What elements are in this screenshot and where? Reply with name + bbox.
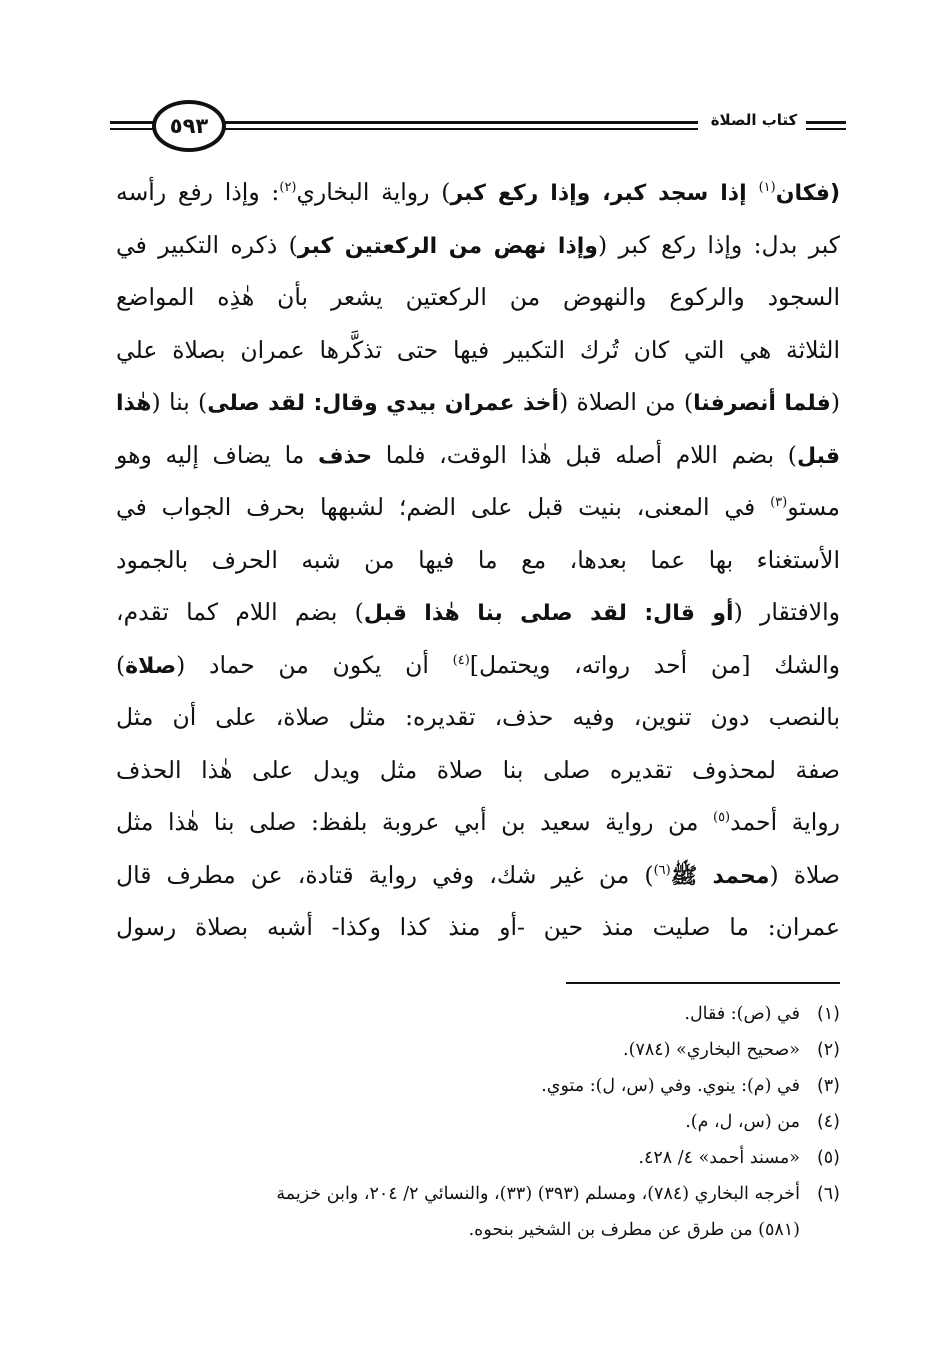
page-number: ٥٩٣ — [169, 114, 209, 138]
footnote-ref: (٦) — [653, 862, 671, 878]
commentary-text: مستو — [787, 493, 840, 521]
footnote-item — [100, 996, 840, 1032]
footnote-continuation: (٥٨١) من طرق عن مطرف بن الشخير بنحوه. — [468, 1220, 800, 1240]
text-line: عمران: ما صليت منذ حين -أو منذ كذا وكذا- أشبه بصلاة رسول — [116, 913, 840, 941]
quoted-hadith: أو قال: لقد صلى بنا هٰذا قبل — [363, 601, 734, 626]
footnote-ref: (١) — [758, 180, 776, 195]
commentary-text: ) من غير شك، وفي رواية قتادة، عن مطرف قال — [116, 860, 654, 889]
text-line — [116, 796, 840, 849]
commentary-text: ) بضم اللام كما تقدم، — [116, 598, 364, 626]
header-rule — [806, 128, 846, 130]
commentary-text: ) بضم اللام أصله قبل هٰذا الوقت، فلما — [372, 440, 797, 469]
footnote-text: في (ص): فقال. — [684, 1004, 800, 1024]
footnote-ref: (٣) — [770, 495, 788, 510]
header-rule — [806, 121, 846, 124]
header-rule — [218, 128, 698, 130]
text-line — [116, 219, 840, 272]
text-line — [116, 639, 840, 692]
text-line — [116, 586, 840, 639]
text-line: بالنصب دون تنوين، وفيه حذف، تقديره: مثل صلاة، على أن مثل — [116, 703, 840, 731]
text-line — [116, 376, 840, 429]
footnotes — [100, 996, 840, 1248]
footnote-separator — [566, 982, 840, 984]
emphasized-word: حذف — [318, 443, 373, 469]
commentary-text: رواية أحمد — [730, 808, 840, 836]
footnote-item — [100, 1068, 840, 1104]
text-line: السجود والركوع والنهوض من الركعتين يشعر بأن هٰذِه المواضع — [116, 283, 840, 311]
commentary-text: أن يكون من حماد ( — [176, 650, 453, 679]
footnote-ref: (٤) — [452, 652, 470, 668]
page-number-badge — [152, 100, 226, 152]
footnote-text: في (م): ينوي. وفي (س، ل): متوي. — [541, 1076, 800, 1096]
footnote-text: «مسند أحمد» ٤/ ٤٢٨. — [638, 1148, 800, 1168]
book-title: كتاب الصلاة — [710, 111, 798, 129]
commentary-text: والافتقار ( — [733, 598, 840, 626]
footnote-number: (٤) — [816, 1112, 840, 1132]
text-line: الأستغناء بها عما بعدها، مع ما فيها من شبه الحرف بالجمود — [116, 545, 840, 574]
commentary-text: كبر بدل: وإذا ركع كبر ( — [597, 230, 840, 259]
quoted-hadith: إذا سجد كبر، وإذا ركع كبر — [450, 181, 759, 206]
text-line: صفة لمحذوف تقديره صلى بنا صلاة مثل ويدل على هٰذا الحذف — [116, 755, 840, 784]
text-line: الثلاثة هي التي كان تُرك التكبير فيها حتى تذكَّرها عمران بصلاة علي — [116, 335, 840, 364]
footnote-number: (٣) — [816, 1076, 840, 1096]
footnote-item — [100, 1104, 840, 1140]
main-text — [116, 166, 840, 954]
quoted-hadith: فلما أنصرفنا — [693, 391, 831, 416]
quoted-hadith: أخذ عمران بيدي وقال: لقد صلى — [207, 391, 560, 416]
quoted-hadith: وإذا نهض من الركعتين كبر — [297, 233, 598, 259]
commentary-text: ) ذكره التكبير في — [116, 230, 298, 259]
page-header — [110, 98, 846, 158]
commentary-text: والشك [من أحد رواته، ويحتمل] — [469, 650, 841, 679]
text-line — [116, 166, 840, 219]
footnote-number: (٥) — [816, 1148, 840, 1168]
text-line — [116, 849, 840, 902]
footnote-ref: (٥) — [712, 810, 731, 825]
footnote-text: «صحيح البخاري» (٧٨٤). — [623, 1040, 800, 1060]
commentary-text: ( — [830, 388, 840, 416]
quoted-hadith: قبل — [796, 443, 840, 469]
footnote-item — [100, 1032, 840, 1068]
quoted-hadith: محمد ﷺ — [670, 863, 770, 889]
text-line — [116, 481, 840, 534]
footnote-number: (١) — [816, 1004, 840, 1024]
quoted-hadith: هٰذا — [116, 391, 152, 416]
footnote-text: أخرجه البخاري (٧٨٤)، ومسلم (٣٩٣) (٣٣)، والنسائي ٢/ ٢٠٤، وابن خزيمة — [276, 1184, 800, 1204]
commentary-text: في المعنى، بنيت قبل على الضم؛ لشبهها بحرف الجواب في — [116, 493, 771, 521]
commentary-text: من رواية سعيد بن أبي عروبة بلفظ: صلى بنا هٰذا مثل — [116, 808, 713, 836]
commentary-text: ما يضاف إليه وهو — [116, 440, 319, 469]
commentary-text: ) من الصلاة ( — [559, 388, 694, 416]
header-rule — [218, 121, 698, 124]
footnote-number: (٢) — [816, 1040, 840, 1060]
footnote-ref: (٢) — [279, 180, 297, 195]
commentary-text: ) رواية البخاري — [296, 178, 451, 206]
commentary-text: : وإذا رفع رأسه — [116, 178, 280, 206]
commentary-text: صلاة ( — [769, 860, 840, 889]
footnote-number: (٦) — [816, 1184, 840, 1204]
quoted-hadith: (فكان — [775, 181, 841, 206]
text-line — [116, 429, 840, 482]
quoted-hadith: صلاة — [125, 653, 177, 679]
footnote-item — [100, 1140, 840, 1176]
commentary-text: ) — [116, 650, 126, 679]
footnote-item — [100, 1176, 840, 1212]
commentary-text: ) بنا ( — [151, 388, 208, 416]
footnote-text: من (س، ل، م). — [685, 1112, 800, 1132]
